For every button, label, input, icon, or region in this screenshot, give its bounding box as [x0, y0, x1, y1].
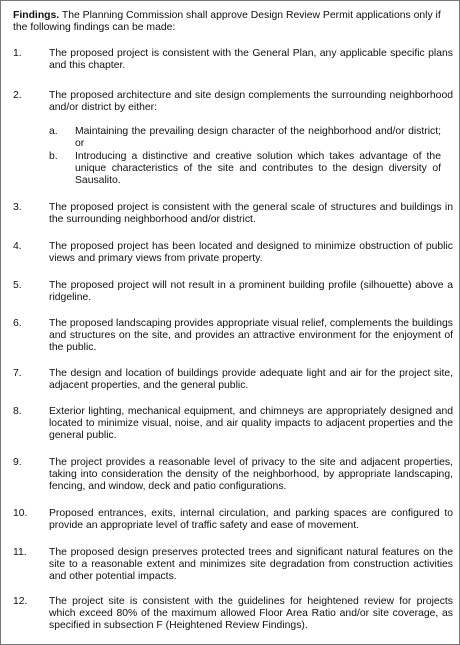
- finding-text: The proposed project is consistent with the General Plan, any applicable specific plans and this chapter.: [49, 48, 453, 72]
- finding-text: The proposed project has been located and designed to minimize obstruction of public views and primary views from private property.: [49, 241, 453, 265]
- findings-intro: [13, 10, 453, 34]
- sub-item-letter: b.: [49, 151, 58, 162]
- sub-item-letter: a.: [49, 126, 58, 137]
- finding-number: 7.: [13, 368, 22, 379]
- finding-11: [13, 547, 453, 584]
- finding-number: 1.: [13, 48, 22, 59]
- finding-text: Exterior lighting, mechanical equipment, and chimneys are appropriately designed and located to minimize visual, noise, and air quality impacts to adjacent properties and the general public.: [49, 406, 453, 442]
- finding-12: [13, 596, 453, 633]
- finding-number: 6.: [13, 318, 22, 329]
- finding-text: Proposed entrances, exits, internal circulation, and parking spaces are configured to provide an appropriate level of traffic safety and ease of movement.: [49, 508, 453, 532]
- sub-item-text: Maintaining the prevailing design character of the neighborhood and/or district; or: [75, 126, 441, 150]
- finding-2: [13, 90, 453, 114]
- finding-4: [13, 241, 453, 265]
- finding-text: The design and location of buildings provide adequate light and air for the project site, adjacent properties, and the general public.: [49, 368, 453, 392]
- finding-5: [13, 280, 453, 304]
- finding-1: [13, 48, 453, 72]
- finding-10: [13, 508, 453, 532]
- finding-number: 11.: [13, 547, 27, 558]
- finding-6: [13, 318, 453, 355]
- finding-number: 9.: [13, 457, 22, 468]
- finding-number: 4.: [13, 241, 22, 252]
- finding-text: The proposed project is consistent with the general scale of structures and buildings in the surrounding neighborhood and/or district.: [49, 202, 453, 226]
- finding-number: 2.: [13, 90, 22, 101]
- finding-text: The proposed architecture and site design complements the surrounding neighborhood and/or district by either:: [49, 90, 453, 114]
- findings-intro-text: The Planning Commission shall approve Design Review Permit applications only if the following findings can be made:: [13, 10, 441, 34]
- finding-text: The project provides a reasonable level of privacy to the site and adjacent properties, taking into consideration the density of the neighborhood, by appropriate landscaping, fencing, and window, deck and patio configurations.: [49, 457, 453, 493]
- finding-text: The project site is consistent with the guidelines for heightened review for projects which exceed 80% of the maximum allowed Floor Area Ratio and/or site coverage, as specified in subsection F (Heightened Review Findings).: [49, 596, 453, 632]
- finding-7: [13, 368, 453, 392]
- finding-9: [13, 457, 453, 494]
- finding-text: The proposed design preserves protected trees and significant natural features on the site to a reasonable extent and minimizes site degradation from construction activities and other potential impacts.: [49, 547, 453, 583]
- finding-number: 12.: [13, 596, 28, 607]
- sub-item-b: [49, 151, 441, 188]
- findings-heading: Findings.: [13, 10, 60, 21]
- finding-number: 5.: [13, 280, 22, 291]
- finding-number: 3.: [13, 202, 22, 213]
- sub-item-a: [49, 126, 441, 150]
- sub-item-text: Introducing a distinctive and creative solution which takes advantage of the unique characteristics of the site and contributes to the design diversity of Sausalito.: [75, 151, 441, 187]
- finding-number: 10.: [13, 508, 28, 519]
- finding-text: The proposed landscaping provides appropriate visual relief, complements the buildings and structures on the site, and provides an attractive environment for the enjoyment of the public.: [49, 318, 453, 354]
- finding-number: 8.: [13, 406, 22, 417]
- finding-8: [13, 406, 453, 443]
- finding-text: The proposed project will not result in a prominent building profile (silhouette) above a ridgeline.: [49, 280, 453, 304]
- finding-3: [13, 202, 453, 226]
